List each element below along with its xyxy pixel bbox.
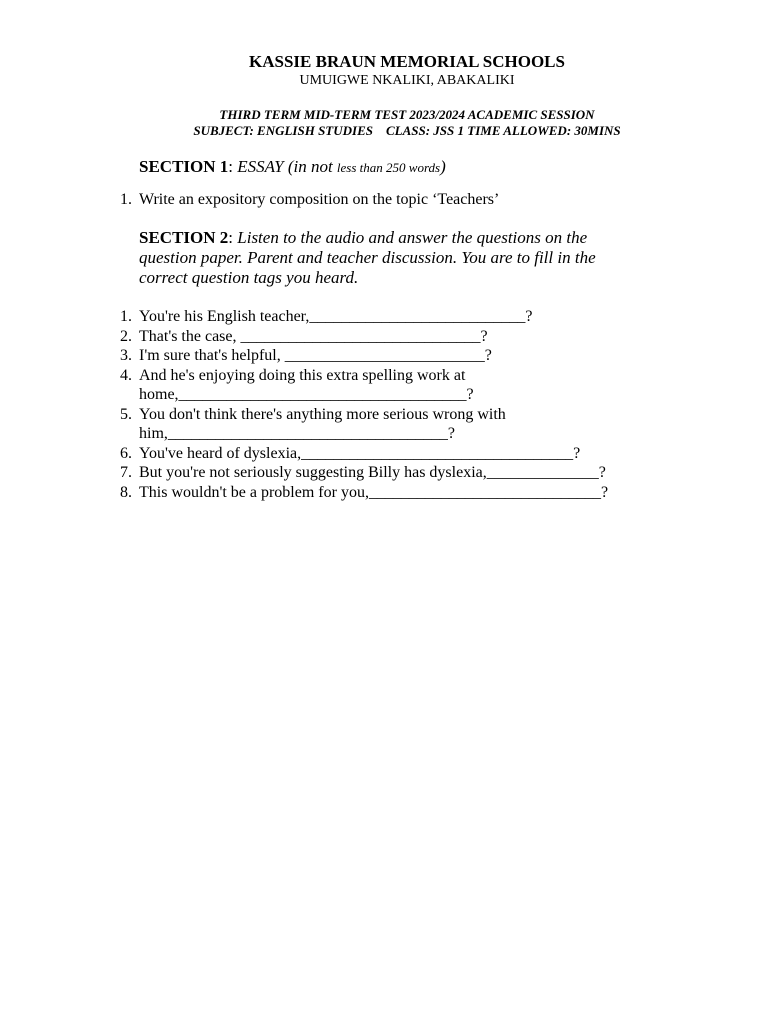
item-number: 2. xyxy=(120,327,132,345)
list-item xyxy=(112,405,672,444)
list-item xyxy=(112,463,672,483)
section1-heading xyxy=(139,157,446,178)
item-number: 3. xyxy=(120,347,132,364)
question-text: You don't think there's anything more serious wrong with him,___________________________________? xyxy=(139,405,506,442)
item-number: 1. xyxy=(120,191,132,208)
section1-label: SECTION 1 xyxy=(139,157,229,176)
list-item xyxy=(112,190,672,210)
list-item xyxy=(112,307,672,327)
section1-title: ESSAY xyxy=(237,157,288,176)
list-item xyxy=(112,346,672,366)
document-header xyxy=(150,52,664,90)
section1-paren-open: (in not xyxy=(287,157,337,176)
list-item xyxy=(112,483,672,503)
item-number: 7. xyxy=(120,464,132,481)
list-item xyxy=(112,327,672,347)
essay-question-list xyxy=(112,190,672,210)
list-item xyxy=(112,444,672,464)
list-item xyxy=(112,366,672,405)
school-name: KASSIE BRAUN MEMORIAL SCHOOLS xyxy=(249,52,565,71)
question-text: That's the case, ______________________________? xyxy=(139,327,488,345)
question-tag-list xyxy=(112,307,672,502)
essay-question-text: Write an expository composition on the topic ‘Teachers’ xyxy=(139,191,500,208)
test-subject-line: SUBJECT: ENGLISH STUDIES CLASS: JSS 1 TIME ALLOWED: 30MINS xyxy=(193,123,621,138)
question-text: I'm sure that's helpful, _________________________? xyxy=(139,347,492,364)
question-text: And he's enjoying doing this extra spelling work at home,____________________________________? xyxy=(139,366,474,403)
section2-colon: : xyxy=(228,228,238,247)
question-text: This wouldn't be a problem for you,_____________________________? xyxy=(139,483,609,501)
test-title: THIRD TERM MID-TERM TEST 2023/2024 ACADEMIC SESSION xyxy=(219,107,595,122)
question-text: You're his English teacher,___________________________? xyxy=(139,308,533,325)
item-number: 4. xyxy=(120,366,132,384)
question-text: You've heard of dyslexia,__________________________________? xyxy=(139,444,581,462)
item-number: 6. xyxy=(120,444,132,462)
section2-instructions: Listen to the audio and answer the questions on the question paper. Parent and teacher discussion. You are to fill in the correct question tags you heard. xyxy=(139,228,596,287)
section1-paren-close: ) xyxy=(440,157,446,176)
test-info xyxy=(150,107,664,139)
item-number: 5. xyxy=(120,405,132,423)
section1-colon: : xyxy=(228,157,238,176)
item-number: 1. xyxy=(120,308,132,325)
school-address: UMUIGWE NKALIKI, ABAKALIKI xyxy=(299,73,515,88)
section2-heading xyxy=(139,228,639,288)
item-number: 8. xyxy=(120,483,132,501)
question-text: But you're not seriously suggesting Billy has dyslexia,______________? xyxy=(139,464,606,481)
section2-label: SECTION 2 xyxy=(139,228,229,247)
section1-word-count: less than 250 words xyxy=(336,160,441,175)
